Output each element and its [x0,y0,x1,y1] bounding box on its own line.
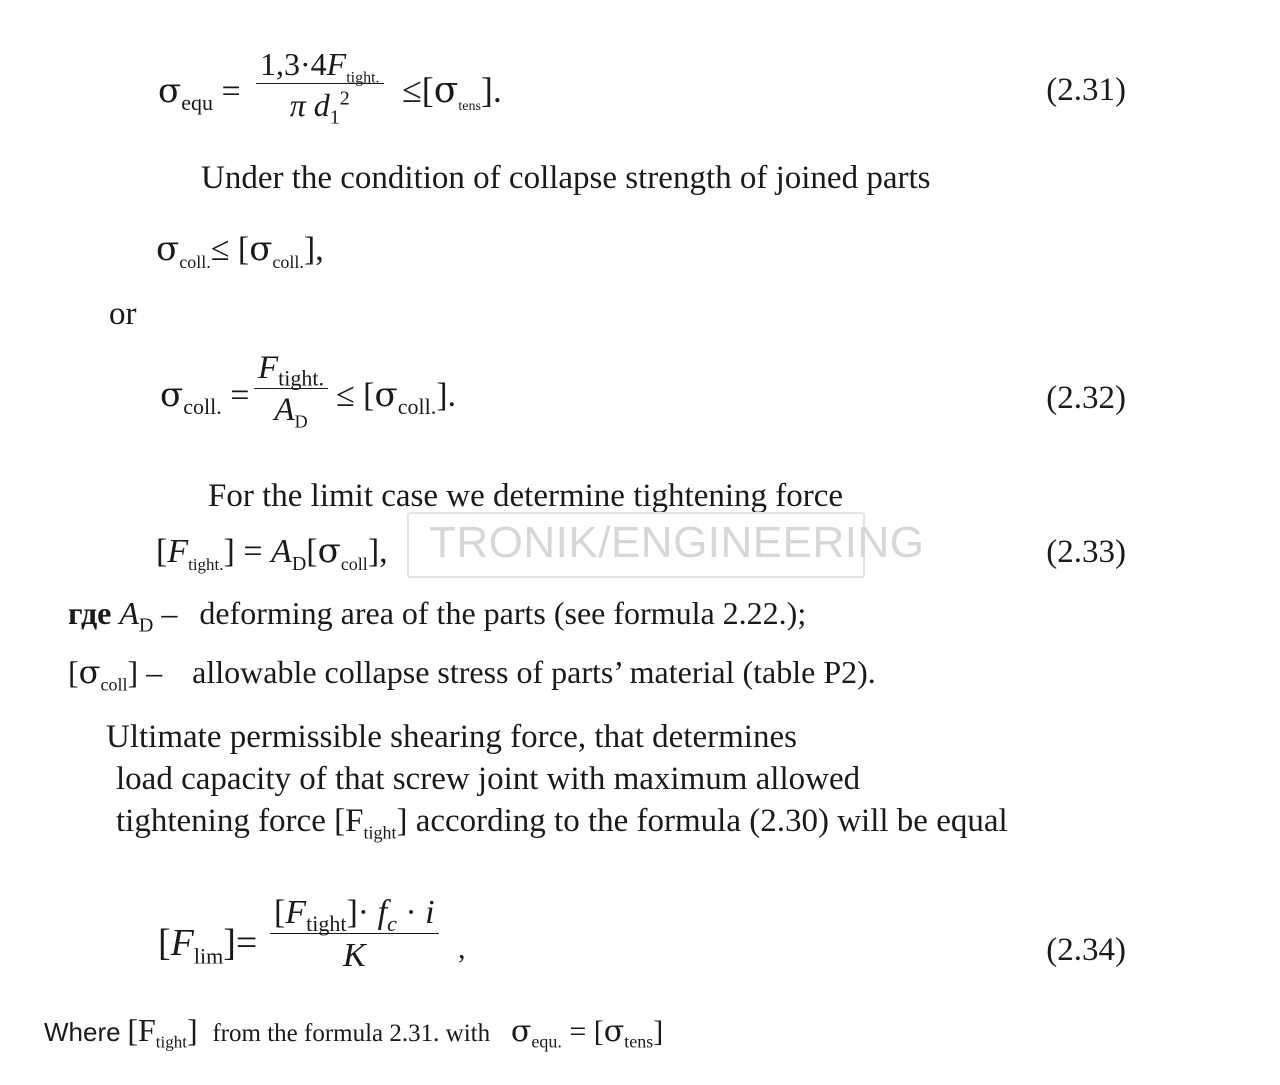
equation-number: (2.32) [1046,380,1126,416]
leq-sign: ≤ [402,70,422,110]
fraction: $F_{tight.}$ $A_D$ [254,352,328,427]
sigma-symbol: σ [158,71,182,111]
fraction: $[F_{tight}]\cdot f_c \cdot i$ K [270,896,439,973]
equals-sign: = [221,73,241,110]
paragraph-line-1: Ultimate permissible shearing force, that determines [106,719,797,755]
subscript: equ [181,89,213,115]
watermark-text: TRONIK/ENGINEERING [429,518,925,567]
numerator: $1,3\cdot 4F_{tight.}$ [256,48,384,84]
definition-area: где $A_D$ – deforming area of the parts (see formula 2.22.); [68,595,807,637]
watermark-box [407,512,925,578]
text-limit-case: For the limit case we determine tightening force [208,478,844,514]
fraction [256,46,384,129]
paragraph-line-3: tightening force $[F_{tight}]$ according to the formula (2.30) will be equal [116,803,1008,843]
equation-number: (2.33) [1046,534,1126,570]
denominator: π $d_1^2$ [289,87,350,129]
definition-stress: $[\sigma_{coll}]$ – allowable collapse stress of parts’ material (table P2). [68,653,876,695]
text-collapse-condition: Under the condition of collapse strength of joined parts [201,160,931,196]
text-or: or [109,296,137,332]
equation-number: (2.34) [1046,932,1126,968]
paragraph-line-2: load capacity of that screw joint with maximum allowed [116,761,861,797]
equation-number: (2.31) [1046,72,1126,108]
inequality-collapse: $\sigma_{coll.}\le [\sigma_{coll.}]$, [156,229,324,272]
footer-line: Where $[F_{tight}]$ from the formula 2.31. with $\sigma_{equ.} = [\sigma_{tens}]$ [44,1012,664,1052]
